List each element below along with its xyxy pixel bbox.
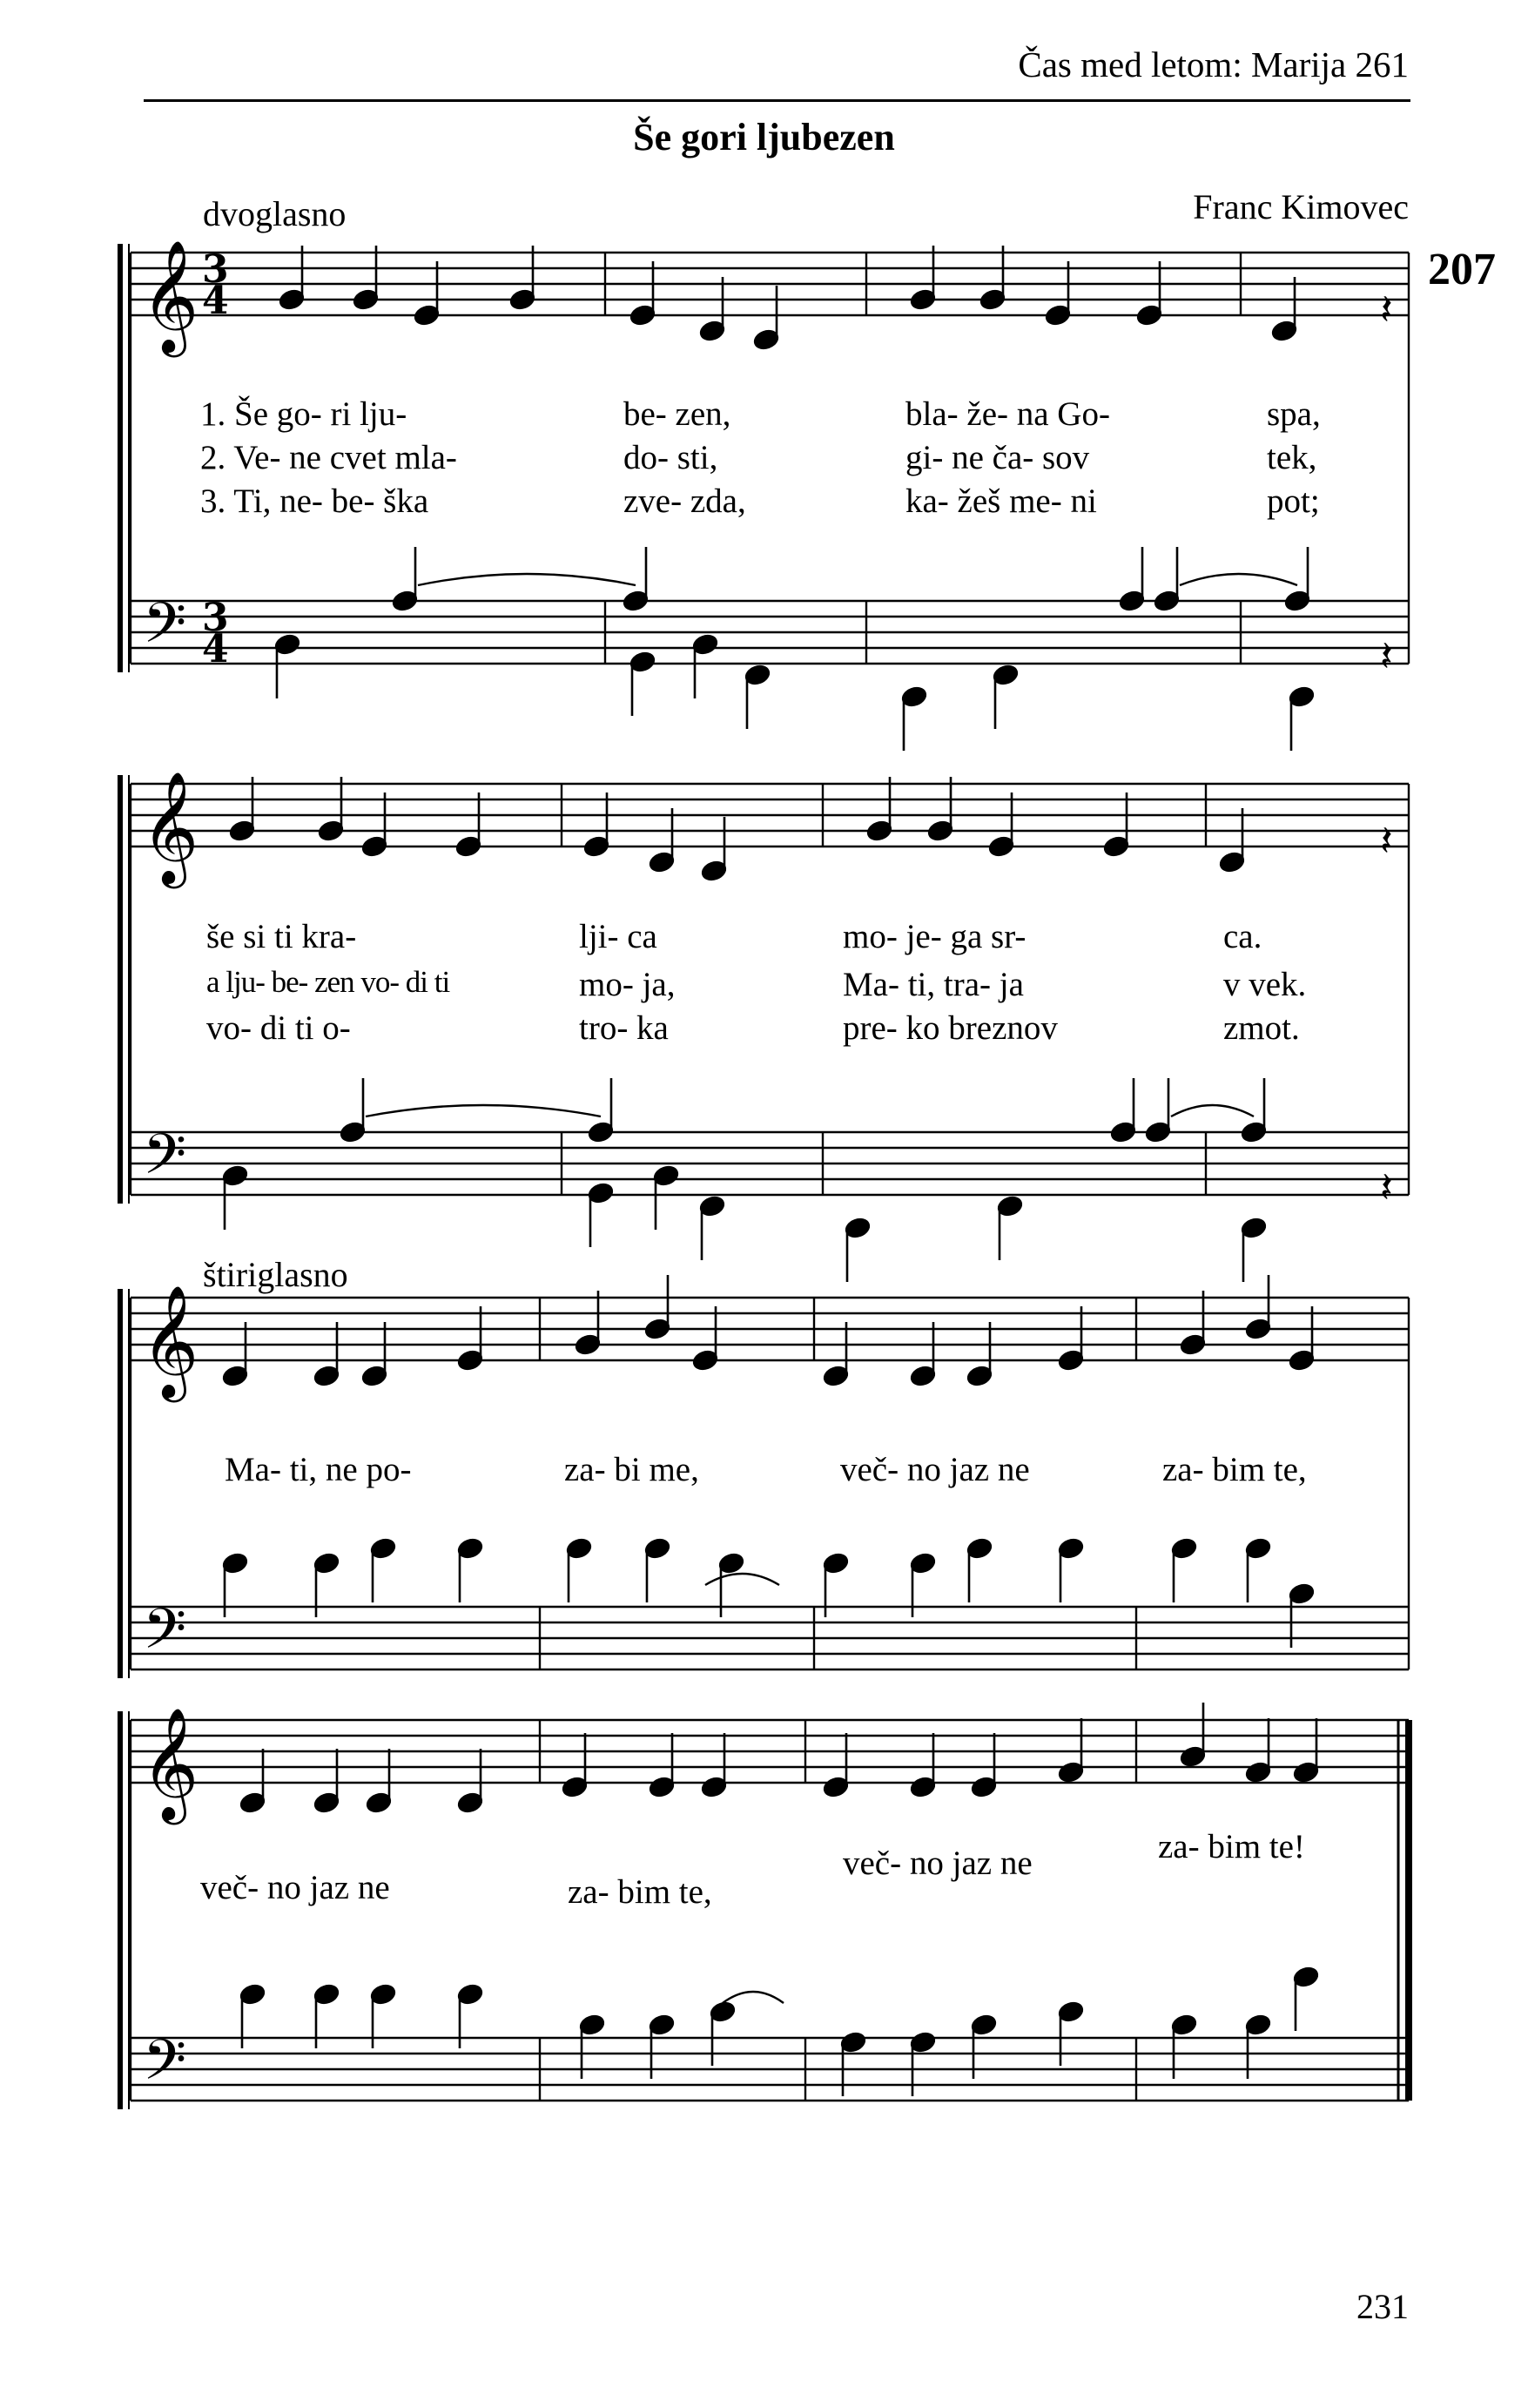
lyric: zmot. bbox=[1223, 1009, 1300, 1047]
running-header: Čas med letom: Marija 261 bbox=[1018, 44, 1409, 84]
bass-clef-icon: 𝄢 bbox=[143, 2028, 187, 2107]
lyric: gi- ne ča- sov bbox=[905, 439, 1090, 476]
time-signature: 3 bbox=[202, 247, 229, 292]
tie bbox=[366, 1105, 601, 1116]
lyric: še si ti kra- bbox=[206, 918, 357, 955]
lyric: lji- ca bbox=[579, 918, 657, 955]
tie bbox=[705, 1574, 779, 1585]
quarter-rest-icon: 𝄽 bbox=[1380, 632, 1393, 681]
quarter-rest-icon: 𝄽 bbox=[1380, 1164, 1393, 1212]
time-signature: 4 bbox=[202, 627, 229, 671]
bass-clef-icon: 𝄢 bbox=[143, 591, 187, 670]
treble-clef-icon: 𝄞 bbox=[141, 771, 199, 884]
lyric: 1. Še go- ri lju- bbox=[200, 395, 407, 433]
lyric: več- no jaz ne bbox=[843, 1845, 1033, 1882]
tie bbox=[723, 1992, 784, 2003]
lyric: 2. Ve- ne cvet mla- bbox=[200, 439, 457, 476]
composer: Franc Kimovec bbox=[1193, 187, 1409, 226]
lyric: do- sti, bbox=[623, 439, 718, 476]
lyric: za- bim te, bbox=[1162, 1451, 1307, 1488]
direction-stiriglasno: štiriglasno bbox=[203, 1255, 348, 1294]
lyric: pre- ko breznov bbox=[843, 1009, 1058, 1047]
lyric: za- bim te, bbox=[568, 1873, 712, 1911]
tie bbox=[418, 574, 636, 585]
lyric: Ma- ti, tra- ja bbox=[843, 966, 1024, 1003]
treble-clef-icon: 𝄞 bbox=[141, 1285, 199, 1398]
hymn-title: Še gori ljubezen bbox=[633, 116, 895, 159]
tie bbox=[1171, 1105, 1254, 1116]
lyric: 3. Ti, ne- be- ška bbox=[200, 482, 429, 520]
lyric: a lju- be- zen vo- di ti bbox=[206, 965, 450, 999]
lyric: za- bim te! bbox=[1158, 1828, 1305, 1865]
treble-clef-icon: 𝄞 bbox=[141, 1707, 199, 1820]
lyric: v vek. bbox=[1223, 966, 1307, 1003]
hymn-number: 207 bbox=[1428, 245, 1496, 294]
direction-dvoglasno: dvoglasno bbox=[203, 194, 347, 233]
lyric: tro- ka bbox=[579, 1009, 669, 1047]
page-number: 231 bbox=[1356, 2287, 1409, 2326]
time-signature: 4 bbox=[202, 279, 229, 323]
lyric: mo- je- ga sr- bbox=[843, 918, 1027, 955]
lyric: zve- zda, bbox=[623, 482, 746, 520]
lyric: bla- že- na Go- bbox=[905, 395, 1110, 433]
quarter-rest-icon: 𝄽 bbox=[1380, 817, 1393, 866]
time-signature: 3 bbox=[202, 596, 229, 640]
lyric: tek, bbox=[1267, 439, 1317, 476]
lyric: ca. bbox=[1223, 918, 1262, 955]
lyric: ka- žeš me- ni bbox=[905, 482, 1097, 520]
lyric: za- bi me, bbox=[564, 1451, 699, 1488]
lyric: spa, bbox=[1267, 395, 1321, 433]
lyric: be- zen, bbox=[623, 395, 731, 433]
bass-clef-icon: 𝄢 bbox=[143, 1597, 187, 1676]
quarter-rest-icon: 𝄽 bbox=[1380, 286, 1393, 334]
lyric: pot; bbox=[1267, 482, 1320, 520]
lyric: mo- ja, bbox=[579, 966, 676, 1003]
bass-clef-icon: 𝄢 bbox=[143, 1123, 187, 1201]
tie bbox=[1180, 574, 1297, 585]
lyric: več- no jaz ne bbox=[840, 1451, 1030, 1488]
lyric: vo- di ti o- bbox=[206, 1009, 351, 1047]
lyric: Ma- ti, ne po- bbox=[225, 1451, 412, 1488]
lyric: več- no jaz ne bbox=[200, 1869, 390, 1906]
treble-clef-icon: 𝄞 bbox=[141, 239, 199, 353]
